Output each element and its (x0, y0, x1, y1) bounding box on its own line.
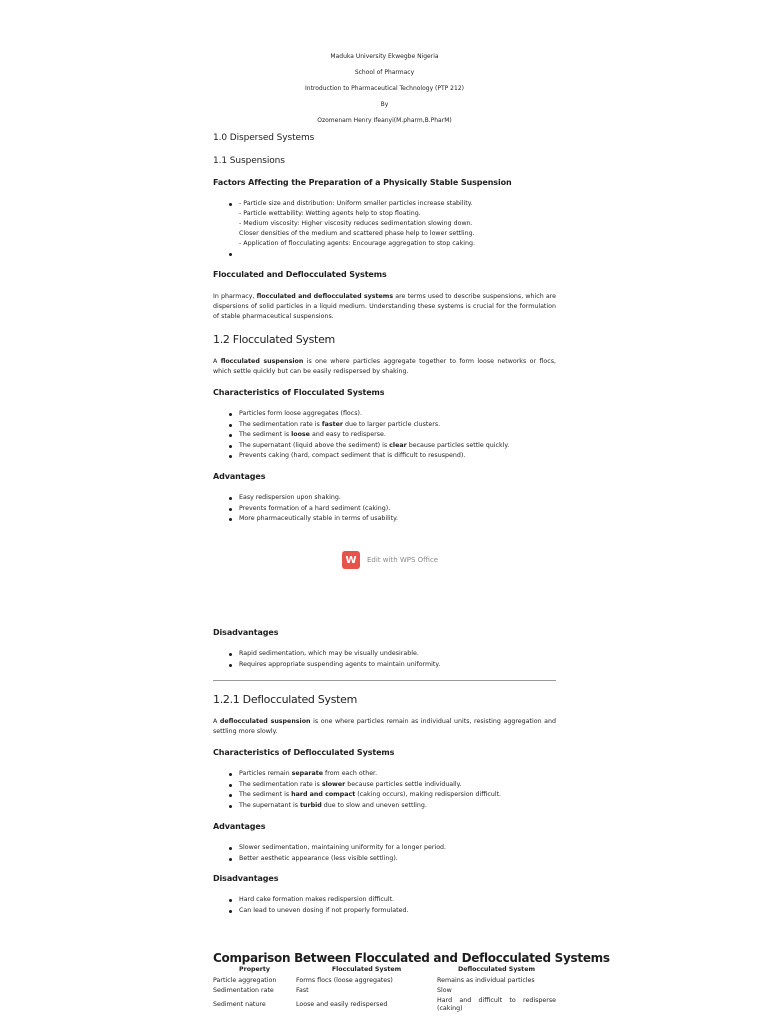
table-cell: Fast (296, 987, 309, 994)
list-item: Prevents caking (hard, compact sediment that is difficult to resuspend). (213, 451, 556, 462)
list-item: Requires appropriate suspending agents to maintain uniformity. (213, 660, 556, 671)
factors-heading: Factors Affecting the Preparation of a Physically Stable Suspension (213, 178, 512, 187)
wps-watermark[interactable] (342, 551, 438, 569)
table-cell: Forms flocs (loose aggregates) (296, 977, 393, 984)
horizontal-divider (213, 680, 556, 681)
column-header: Flocculated System (331, 966, 402, 973)
table-row (213, 996, 556, 1014)
factors-list (213, 199, 556, 259)
list-item: Better aesthetic appearance (less visible settling). (213, 854, 556, 865)
floc-defloc-heading: Flocculated and Deflocculated Systems (213, 270, 387, 279)
list-item: Prevents formation of a hard sediment (caking). (213, 504, 556, 515)
university-name: Maduka University Ekwegbe Nigeria (330, 53, 439, 60)
list-item: Particles remain separate from each other. (213, 769, 556, 780)
list-item: The sedimentation rate is faster due to larger particle clusters. (213, 420, 556, 431)
section-heading-1-0: 1.0 Dispersed Systems (213, 133, 315, 143)
comparison-table (213, 966, 556, 1014)
list-item: Hard cake formation makes redispersion difficult. (213, 895, 556, 906)
floc-advantages-heading: Advantages (213, 472, 266, 481)
list-item: Easy redispersion upon shaking. (213, 493, 556, 504)
wps-logo-icon: W (342, 551, 360, 569)
table-cell: Hard and difficult to redisperse (caking) (437, 997, 556, 1012)
defloc-characteristics-list (213, 769, 556, 811)
table-cell: Remains as individual particles (437, 977, 535, 984)
defloc-disadvantages-list (213, 895, 556, 916)
author-name: Ozomenam Henry Ifeanyi(M.pharm,B.PharM) (317, 117, 452, 124)
list-item: Particles form loose aggregates (flocs). (213, 409, 556, 420)
floc-advantages-list (213, 493, 556, 525)
deflocculated-definition: A deflocculated suspension is one where particles remain as individual units, resisting aggregation and settling more slowly. (213, 718, 556, 735)
table-cell: Sedimentation rate (213, 987, 274, 994)
section-heading-1-2: 1.2 Flocculated System (213, 333, 335, 346)
floc-disadvantages-heading: Disadvantages (213, 628, 279, 637)
list-item: More pharmaceutically stable in terms of usability. (213, 514, 556, 525)
defloc-advantages-list (213, 843, 556, 864)
list-item: The supernatant (liquid above the sediment) is clear because particles settle quickly. (213, 441, 556, 452)
course-title: Introduction to Pharmaceutical Technology (PTP 212) (305, 85, 464, 92)
table-cell: Particle aggregation (213, 977, 277, 984)
column-header: Deflocculated System (457, 966, 536, 973)
table-header-row (213, 966, 556, 976)
defloc-char-heading: Characteristics of Deflocculated Systems (213, 748, 395, 757)
floc-characteristics-list (213, 409, 556, 462)
column-header: Property (238, 966, 271, 973)
list-item: The sedimentation rate is slower because particles settle individually. (213, 780, 556, 791)
list-item: The supernatant is turbid due to slow and uneven settling. (213, 801, 556, 812)
comparison-heading: Comparison Between Flocculated and Deflocculated Systems (213, 951, 610, 965)
floc-disadvantages-list (213, 649, 556, 670)
by-line: By (380, 101, 389, 108)
list-item: Rapid sedimentation, which may be visually undesirable. (213, 649, 556, 660)
floc-char-heading: Characteristics of Flocculated Systems (213, 388, 385, 397)
intro-paragraph: In pharmacy, flocculated and deflocculated systems are terms used to describe suspensions, which are dispersions of solid particles in a liquid medium. Understanding these systems is crucial for the formulation of stable pharmaceutical suspensions. (213, 293, 557, 320)
defloc-disadvantages-heading: Disadvantages (213, 874, 279, 883)
list-item-empty (213, 249, 556, 259)
table-cell: Loose and easily redispersed (296, 1001, 388, 1008)
list-item: The sediment is hard and compact (caking occurs), making redispersion difficult. (213, 790, 556, 801)
wps-watermark-text: Edit with WPS Office (367, 556, 439, 564)
list-item: - Particle size and distribution: Uniform smaller particles increase stability. - Particle wettability: Wetting agents help to stop floating. - Medium viscosity: Higher viscosity reduces sedimentation slowing down. Closer densities of the medium and scattered phase help to lower settling. - Application of flocculating agents: Encourage aggregation to stop caking. (213, 199, 556, 249)
list-item: The sediment is loose and easy to redisperse. (213, 430, 556, 441)
school-name: School of Pharmacy (354, 69, 415, 76)
table-row (213, 976, 556, 986)
defloc-advantages-heading: Advantages (213, 822, 266, 831)
section-heading-1-2-1: 1.2.1 Deflocculated System (213, 693, 358, 706)
table-cell: Slow (437, 987, 452, 994)
flocculated-definition: A flocculated suspension is one where particles aggregate together to form loose networks or flocs, which settle quickly but can be easily redispersed by shaking. (213, 358, 556, 375)
table-cell: Sediment nature (213, 1001, 266, 1008)
list-item: Slower sedimentation, maintaining uniformity for a longer period. (213, 843, 556, 854)
section-heading-1-1: 1.1 Suspensions (213, 156, 285, 166)
list-item: Can lead to uneven dosing if not properly formulated. (213, 906, 556, 917)
table-row (213, 986, 556, 996)
